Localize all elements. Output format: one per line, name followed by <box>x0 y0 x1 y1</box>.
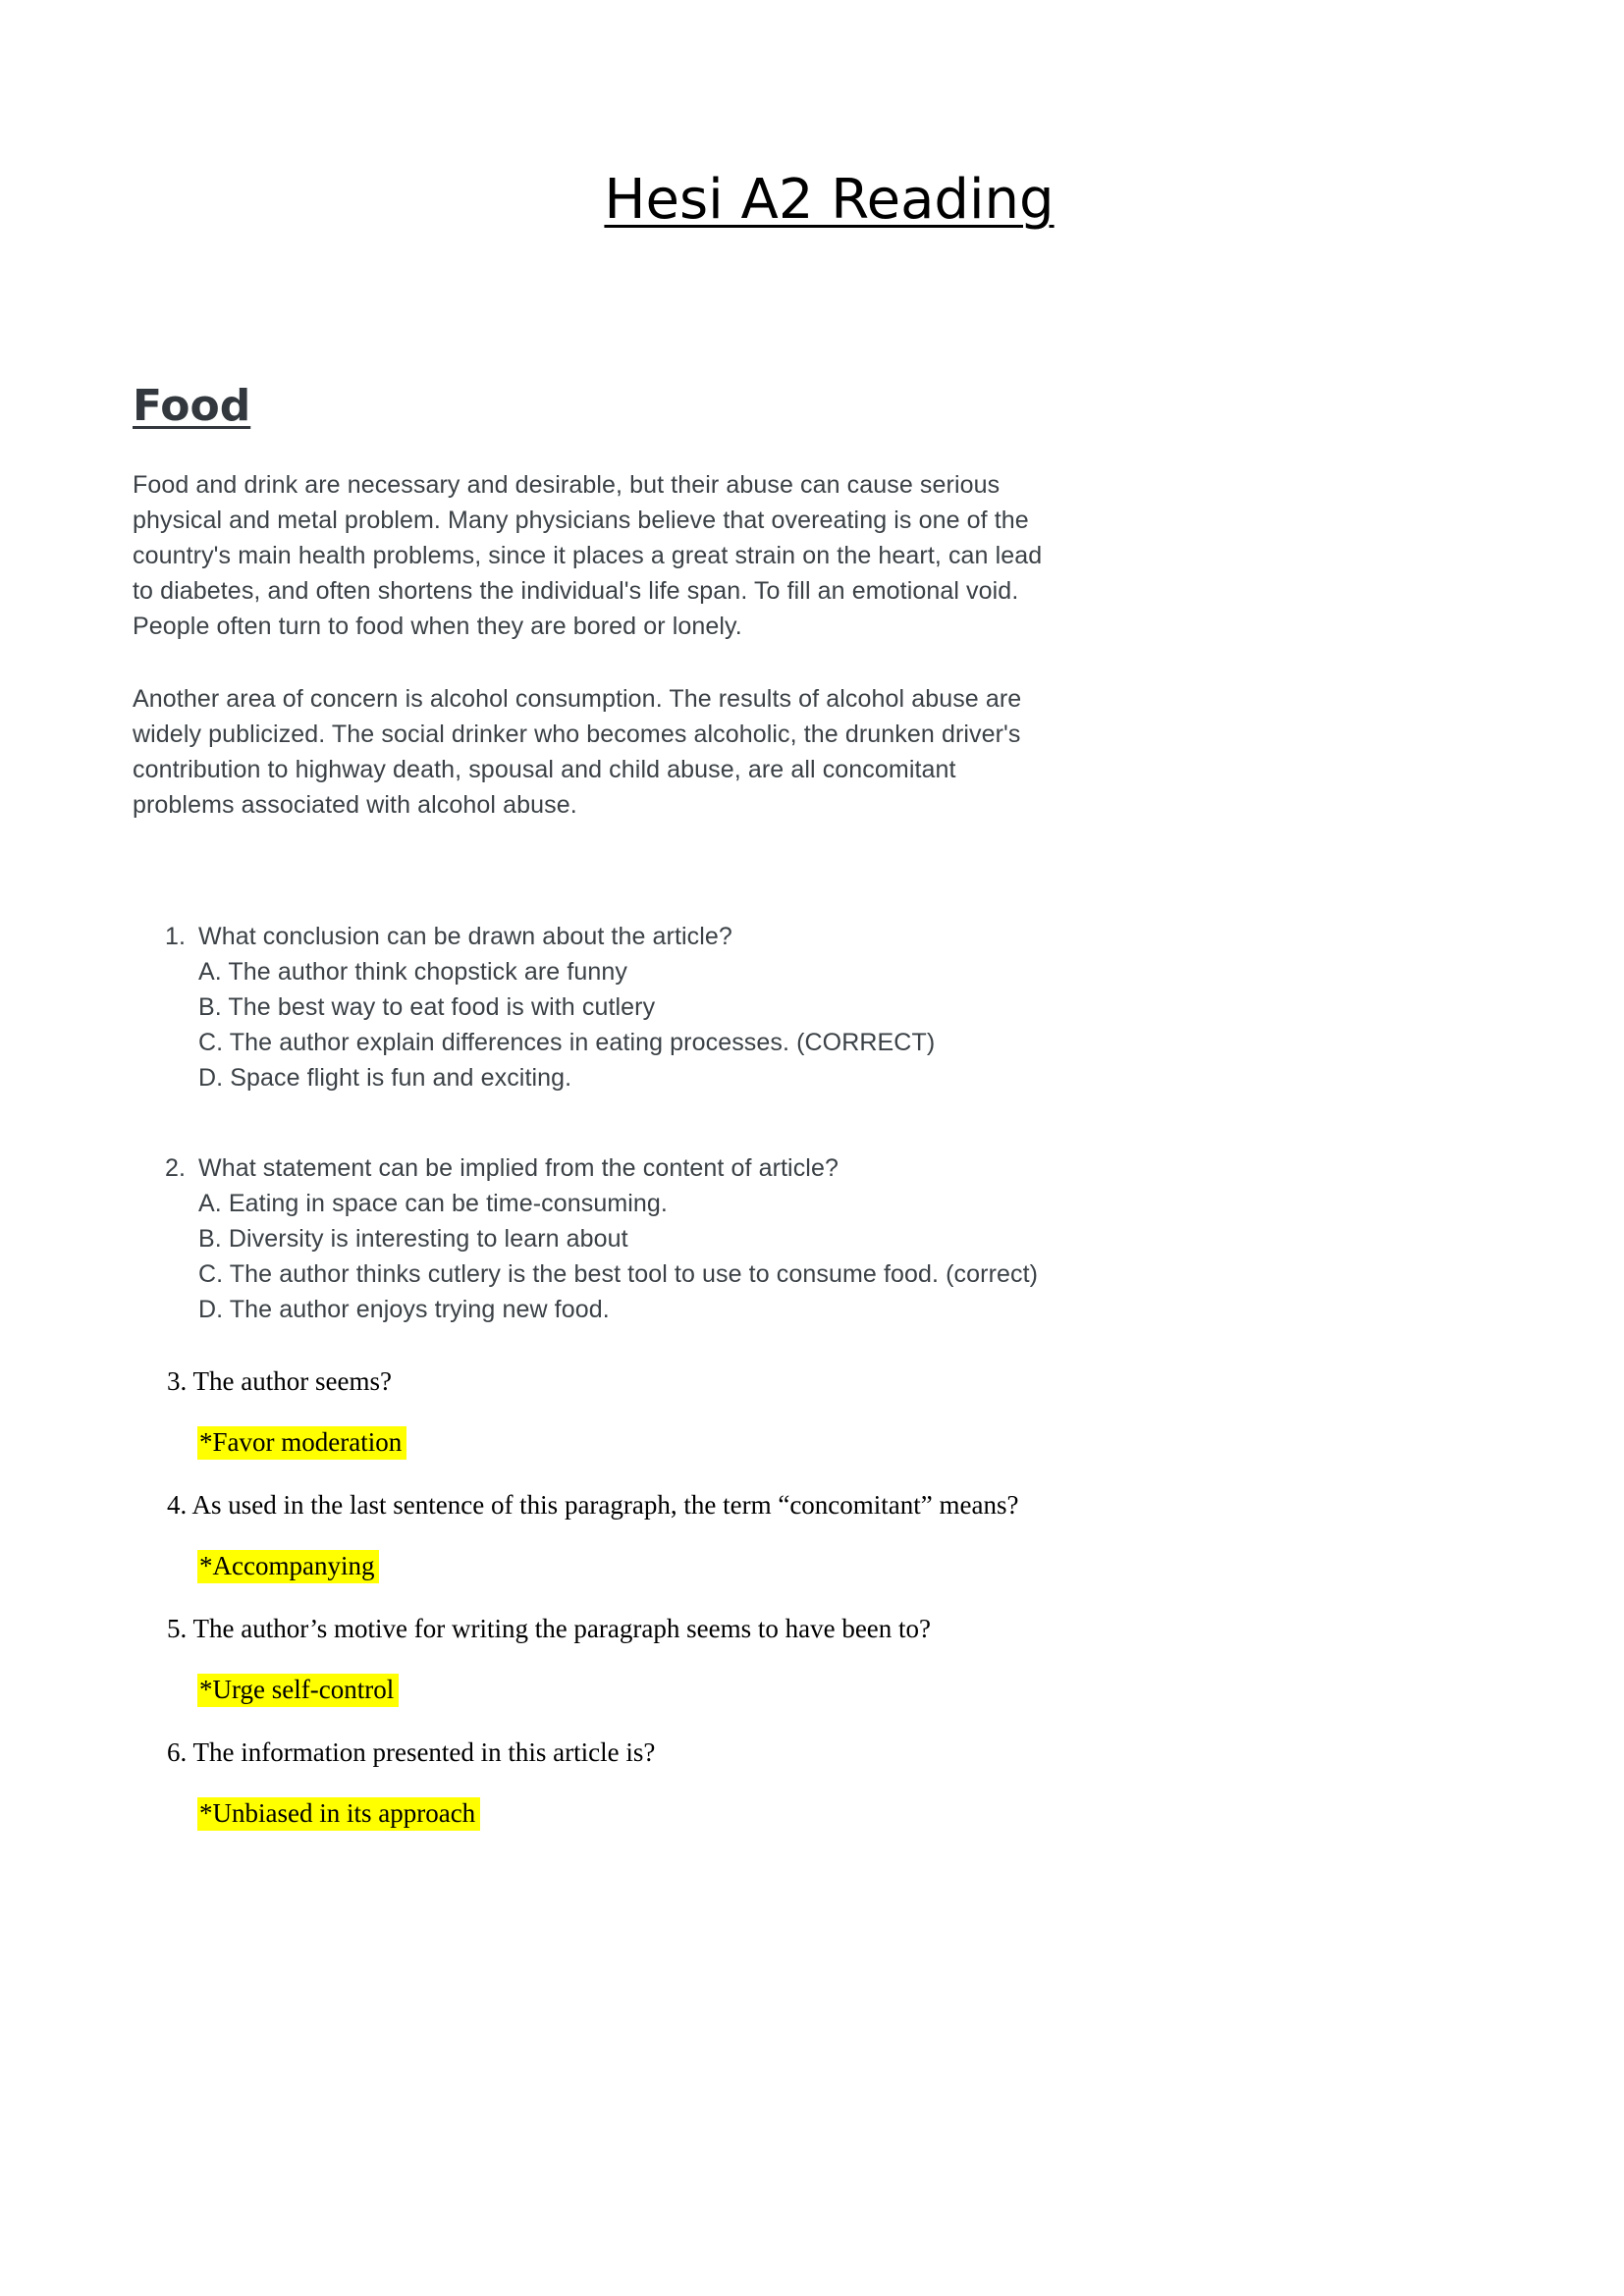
question-text: The author seems? <box>192 1366 392 1397</box>
answer-option: B. Diversity is interesting to learn about <box>198 1225 628 1254</box>
paragraph-line: country's main health problems, since it places a great strain on the heart, can lead <box>133 542 1043 570</box>
answer-option: D. The author enjoys trying new food. <box>198 1296 610 1324</box>
paragraph-line: physical and metal problem. Many physicians believe that overeating is one of the <box>133 507 1029 535</box>
document-title <box>133 167 1526 233</box>
question-text: The information presented in this article is? <box>192 1737 656 1768</box>
answer-option: B. The best way to eat food is with cutlery <box>198 993 656 1022</box>
question-number: 1. <box>165 923 187 951</box>
answer-6 <box>133 1794 1526 1832</box>
question-4 <box>133 1486 1526 1523</box>
question-text: What statement can be implied from the content of article? <box>198 1154 839 1183</box>
question-5 <box>133 1610 1526 1647</box>
question-6 <box>133 1734 1526 1771</box>
question-3 <box>133 1362 1526 1400</box>
answer-option: C. The author explain differences in eating processes. (CORRECT) <box>198 1029 936 1057</box>
paragraph-line: People often turn to food when they are bored or lonely. <box>133 613 742 641</box>
highlighted-answer: *Unbiased in its approach <box>197 1797 480 1831</box>
highlighted-answer: *Accompanying <box>197 1550 379 1583</box>
section-heading-text: Food <box>133 381 251 432</box>
paragraph-line: widely publicized. The social drinker who becomes alcoholic, the drunken driver's <box>133 721 1021 749</box>
paragraph-line: Food and drink are necessary and desirable, but their abuse can cause serious <box>133 471 1001 500</box>
answer-3 <box>133 1423 1526 1461</box>
answer-4 <box>133 1547 1526 1584</box>
paragraph-food <box>133 467 1526 644</box>
question-text: What conclusion can be drawn about the article? <box>198 923 732 951</box>
paragraph-line: Another area of concern is alcohol consumption. The results of alcohol abuse are <box>133 685 1022 714</box>
question-2 <box>133 1150 1526 1327</box>
section-heading-food <box>133 382 1526 432</box>
answer-option: A. Eating in space can be time-consuming. <box>198 1190 668 1218</box>
question-number: 6. <box>167 1737 188 1768</box>
short-answer-section <box>133 1362 1526 1832</box>
question-number: 2. <box>165 1154 187 1183</box>
answer-5 <box>133 1671 1526 1708</box>
answer-option: A. The author think chopstick are funny <box>198 958 628 987</box>
paragraph-alcohol <box>133 681 1526 823</box>
question-text: As used in the last sentence of this paragraph, the term “concomitant” means? <box>191 1490 1019 1521</box>
document-title-text: Hesi A2 Reading <box>604 168 1055 232</box>
question-number: 4. <box>167 1490 188 1521</box>
paragraph-line: contribution to highway death, spousal and child abuse, are all concomitant <box>133 756 956 784</box>
answer-option: D. Space flight is fun and exciting. <box>198 1064 572 1093</box>
question-1 <box>133 919 1526 1095</box>
paragraph-line: problems associated with alcohol abuse. <box>133 791 577 820</box>
paragraph-line: to diabetes, and often shortens the individual's life span. To fill an emotional void. <box>133 577 1019 606</box>
highlighted-answer: *Favor moderation <box>197 1426 406 1460</box>
question-number: 3. <box>167 1366 188 1397</box>
highlighted-answer: *Urge self-control <box>197 1674 399 1707</box>
answer-option: C. The author thinks cutlery is the best tool to use to consume food. (correct) <box>198 1260 1039 1289</box>
question-number: 5. <box>167 1614 188 1644</box>
question-text: The author’s motive for writing the paragraph seems to have been to? <box>192 1614 932 1644</box>
